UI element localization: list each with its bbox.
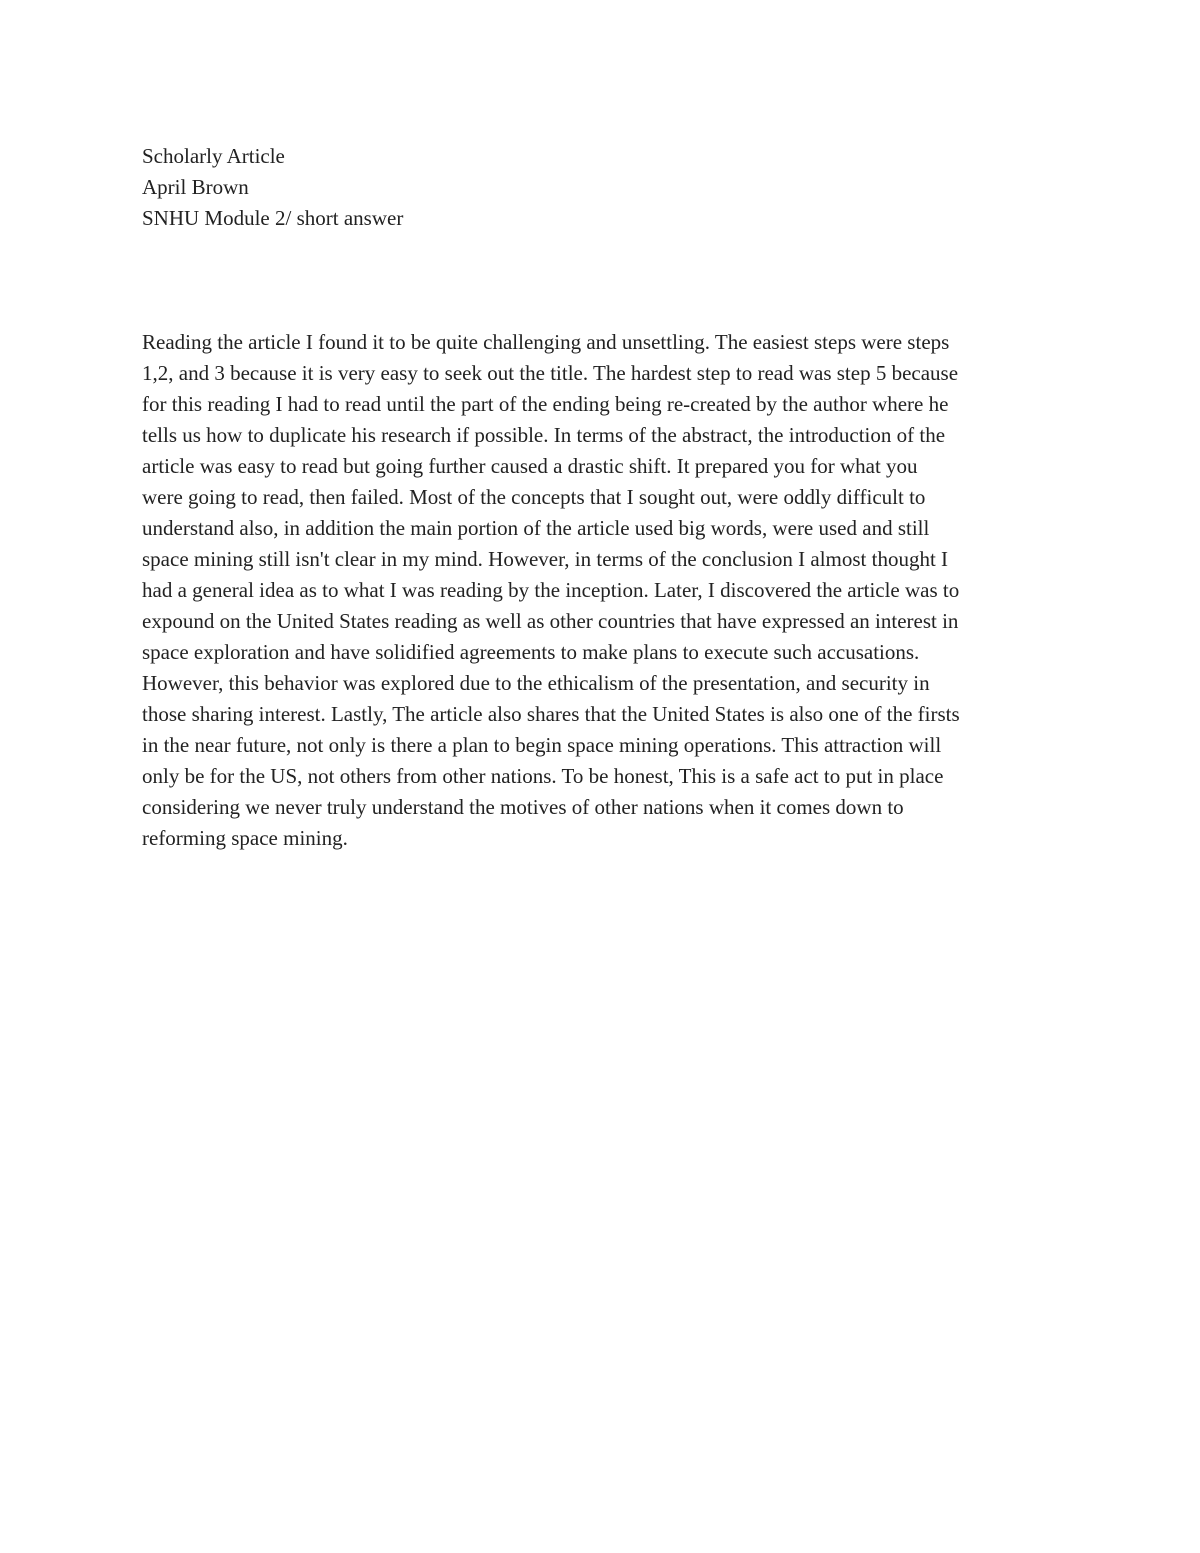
body-line: had a general idea as to what I was reading by the inception. Later, I discovered the article was to xyxy=(142,578,960,602)
body-line: for this reading I had to read until the part of the ending being re-created by the author where he xyxy=(142,392,949,416)
body-line: article was easy to read but going further caused a drastic shift. It prepared you for what you xyxy=(142,454,918,478)
document-title: Scholarly Article xyxy=(142,144,285,168)
body-line: only be for the US, not others from other nations. To be honest, This is a safe act to put in place xyxy=(142,764,944,788)
body-line: space mining still isn't clear in my mind. However, in terms of the conclusion I almost thought I xyxy=(142,547,949,571)
body-line: in the near future, not only is there a plan to begin space mining operations. This attraction will xyxy=(142,733,942,757)
body-line: those sharing interest. Lastly, The article also shares that the United States is also one of the firsts xyxy=(142,702,960,726)
body-line: considering we never truly understand the motives of other nations when it comes down to xyxy=(142,795,904,819)
body-line: were going to read, then failed. Most of the concepts that I sought out, were oddly difficult to xyxy=(142,485,926,509)
body-line: tells us how to duplicate his research if possible. In terms of the abstract, the introduction of the xyxy=(142,423,946,447)
body-line: However, this behavior was explored due to the ethicalism of the presentation, and security in xyxy=(142,671,930,695)
document-body xyxy=(142,327,1102,854)
body-line: 1,2, and 3 because it is very easy to seek out the title. The hardest step to read was step 5 because xyxy=(142,361,959,385)
author-name: April Brown xyxy=(142,175,249,199)
body-line: Reading the article I found it to be quite challenging and unsettling. The easiest steps were steps xyxy=(142,330,950,354)
document-header xyxy=(142,141,1042,234)
body-line: expound on the United States reading as well as other countries that have expressed an interest in xyxy=(142,609,959,633)
body-line: understand also, in addition the main portion of the article used big words, were used and still xyxy=(142,516,930,540)
course-module: SNHU Module 2/ short answer xyxy=(142,206,404,230)
body-line: reforming space mining. xyxy=(142,826,348,850)
body-line: space exploration and have solidified agreements to make plans to execute such accusations. xyxy=(142,640,920,664)
